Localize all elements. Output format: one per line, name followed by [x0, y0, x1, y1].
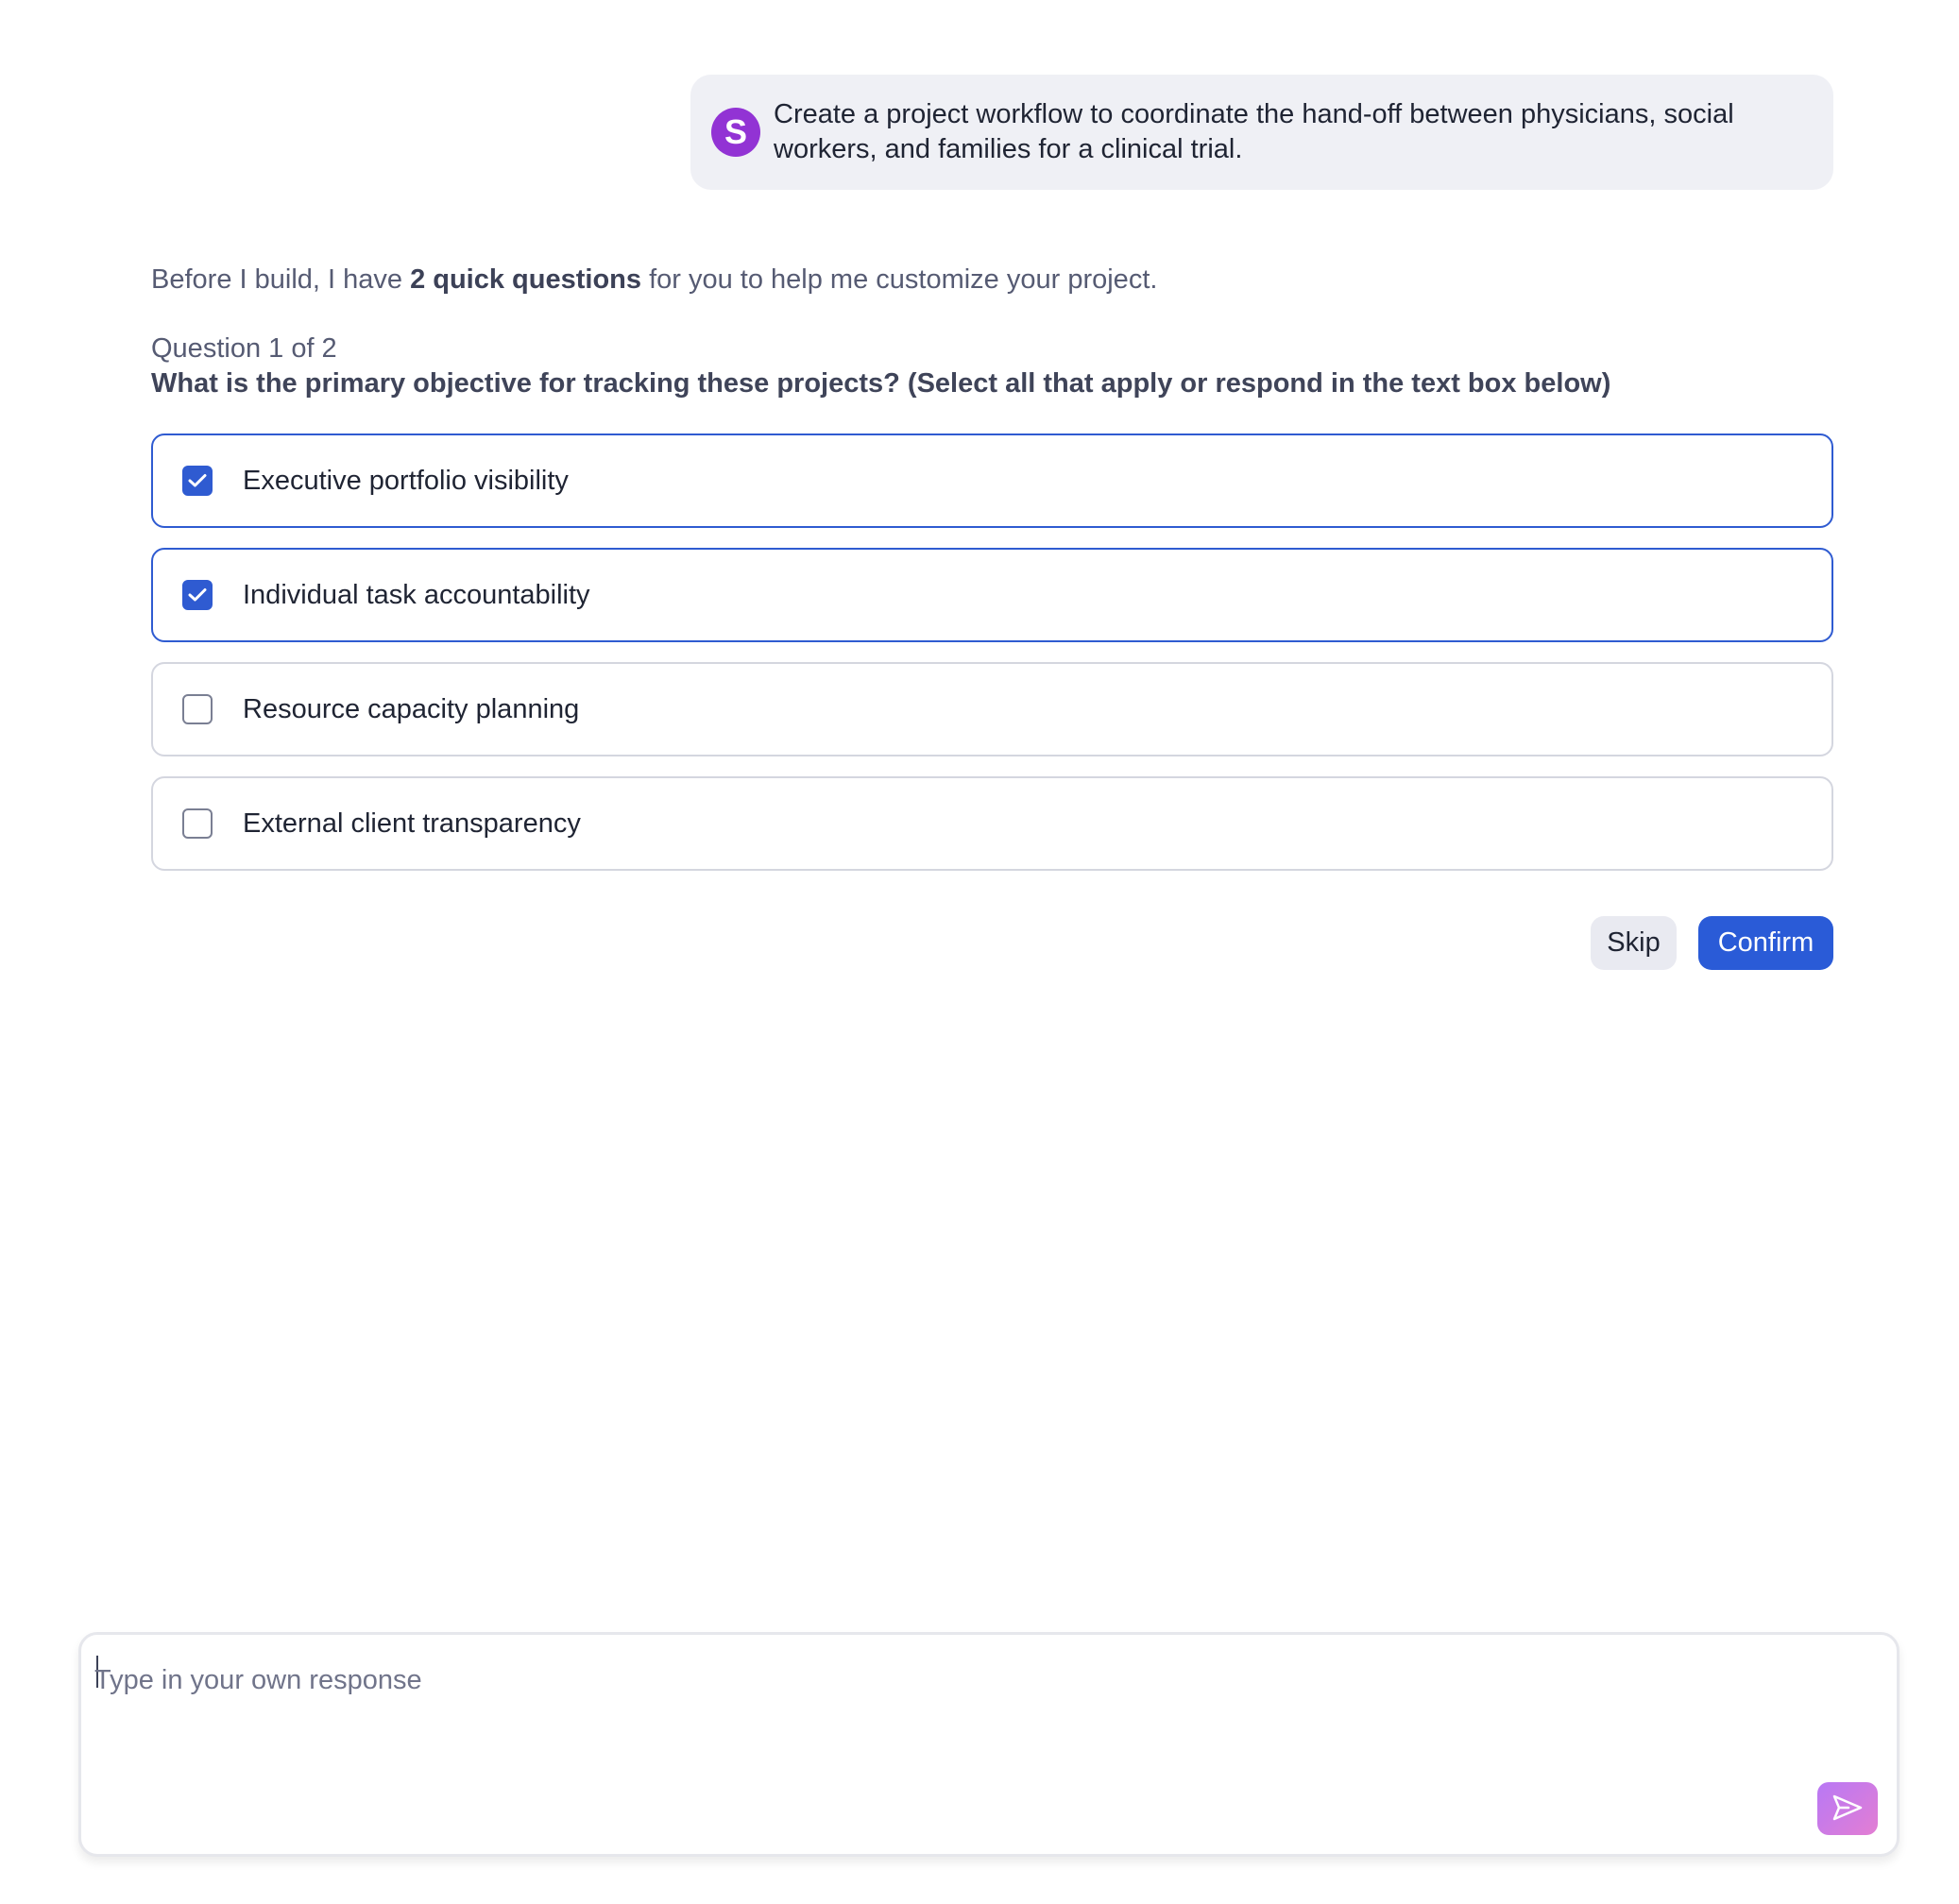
response-input[interactable] [94, 1652, 1851, 1708]
option-external-client-transparency[interactable] [151, 776, 1833, 871]
intro-suffix: for you to help me customize your project. [641, 264, 1158, 295]
option-label: Individual task accountability [243, 579, 590, 610]
checkbox-icon[interactable] [182, 808, 213, 839]
send-button[interactable] [1817, 1782, 1878, 1835]
checkbox-icon[interactable] [182, 580, 213, 610]
skip-button[interactable]: Skip [1591, 916, 1677, 970]
user-avatar: S [711, 108, 760, 157]
checkbox-icon[interactable] [182, 466, 213, 496]
option-label: Executive portfolio visibility [243, 465, 569, 496]
user-message-text: Create a project workflow to coordinate the hand-off between physicians, social workers, and families for a clinical trial. [774, 99, 1734, 164]
user-message-bubble [690, 75, 1833, 190]
intro-bold: 2 quick questions [410, 264, 642, 295]
option-individual-task-accountability[interactable] [151, 548, 1833, 642]
response-composer [78, 1632, 1899, 1857]
confirm-button[interactable]: Confirm [1698, 916, 1833, 970]
options-list [151, 434, 1833, 891]
checkbox-icon[interactable] [182, 694, 213, 724]
option-label: External client transparency [243, 808, 581, 839]
option-resource-capacity-planning[interactable] [151, 662, 1833, 756]
send-icon [1831, 1794, 1864, 1825]
option-executive-portfolio-visibility[interactable] [151, 434, 1833, 528]
intro-prefix: Before I build, I have [151, 264, 411, 295]
question-counter: Question 1 of 2 [151, 333, 337, 364]
question-title: What is the primary objective for tracking these projects? (Select all that apply or respond in the text box below) [151, 368, 1611, 399]
assistant-intro [151, 264, 1157, 296]
option-label: Resource capacity planning [243, 693, 580, 724]
